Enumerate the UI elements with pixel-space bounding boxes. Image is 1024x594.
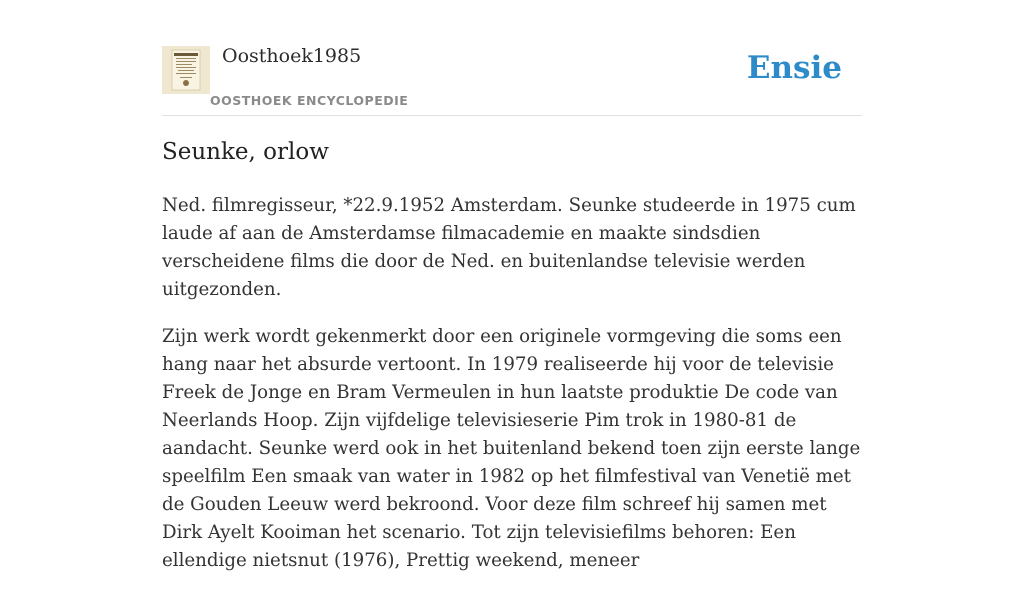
article-body — [162, 192, 865, 594]
article-paragraph: Ned. filmregisseur, *22.9.1952 Amsterdam. Seunke studeerde in 1975 cum laude af aan de Amsterdamse filmacademie en maakte sindsdien verscheidene films die door de Ned. en buitenlandse televisie werden uitgezonden. — [162, 195, 856, 300]
encyclopedia-title-page-icon — [162, 46, 210, 94]
source-label[interactable]: OOSTHOEK ENCYCLOPEDIE — [210, 93, 409, 108]
avatar[interactable] — [162, 46, 210, 94]
site-logo[interactable]: Ensie — [746, 50, 842, 86]
article-header — [162, 40, 862, 116]
author-name[interactable]: Oosthoek1985 — [222, 45, 362, 67]
article-paragraph: Zijn werk wordt gekenmerkt door een originele vormgeving die soms een hang naar het absurde vertoont. In 1979 realiseerde hij voor de televisie Freek de Jonge en Bram Vermeulen in hun laatste produktie De code van Neerlands Hoop. Zijn vijfdelige televisieserie Pim trok in 1980-81 de aandacht. Seunke werd ook in het buitenland bekend toen zijn eerste lange speelfilm Een smaak van water in 1982 op het filmfestival van Venetië met de Gouden Leeuw werd bekroond. Voor deze film schreef hij samen met Dirk Ayelt Kooiman het scenario. Tot zijn televisiefilms behoren: Een ellendige nietsnut (1976), Prettig weekend, meneer — [162, 326, 861, 571]
article-title: Seunke, orlow — [162, 139, 329, 165]
